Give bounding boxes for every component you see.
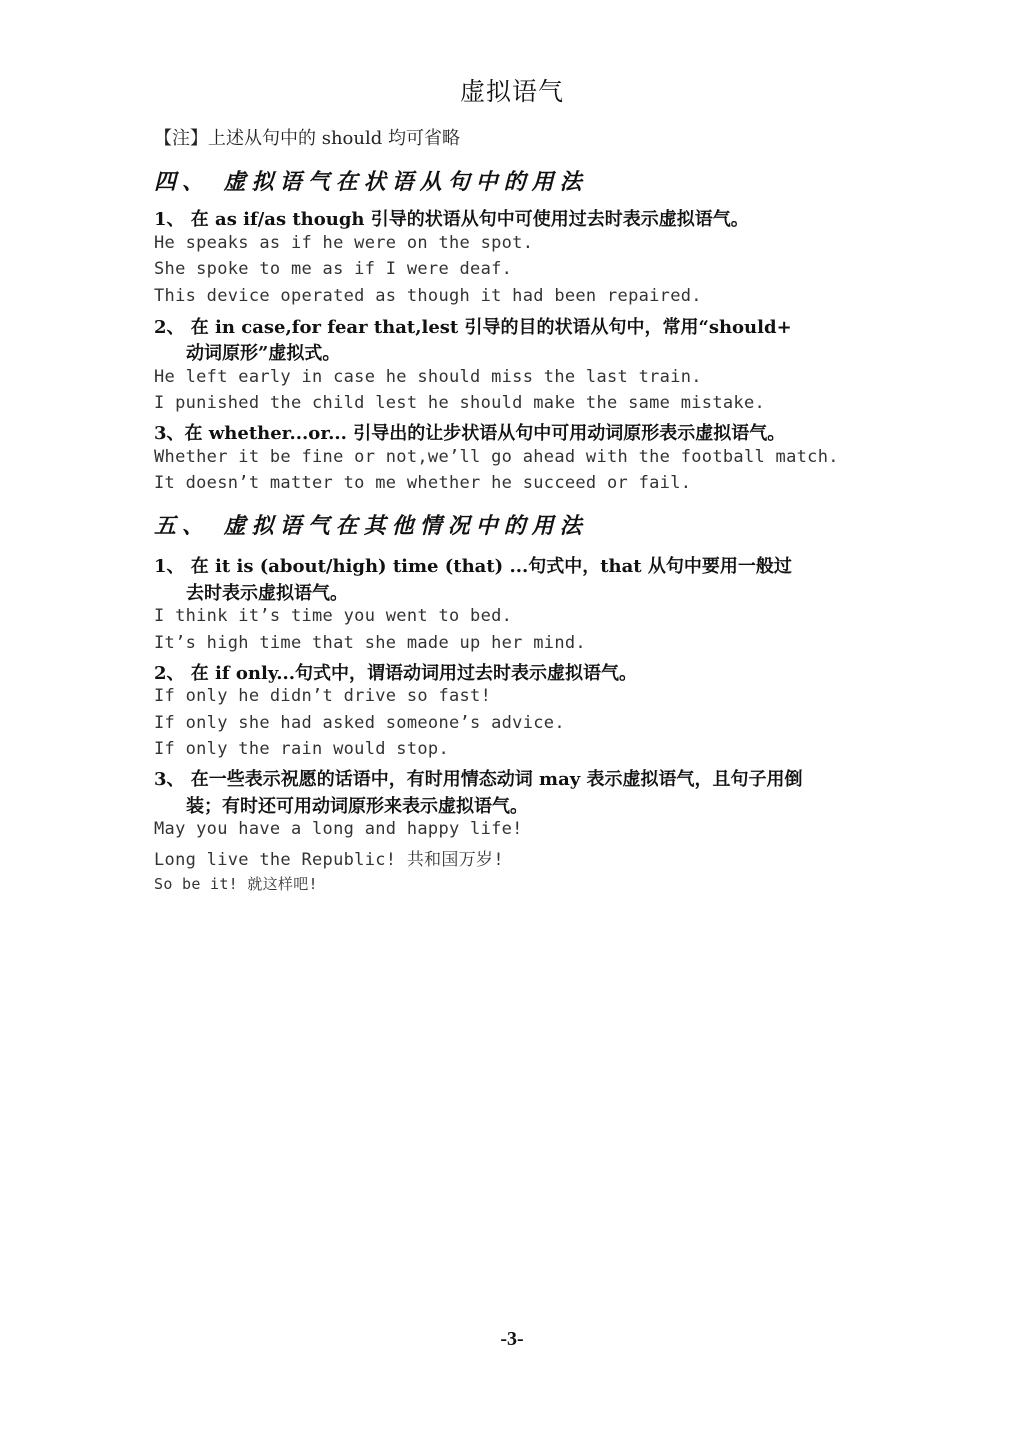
example-sentence: He speaks as if he were on the spot. [154, 233, 534, 253]
example-sentence: He left early in case he should miss the last train. [154, 367, 702, 387]
note-text: 【注】上述从句中的 should 均可省略 [154, 128, 460, 149]
example-sentence: It’s high time that she made up her mind. [154, 633, 586, 653]
section-5-rule-3: 3、 在一些表示祝愿的话语中，有时用情态动词 may 表示虚拟语气，且句子用倒 [154, 769, 803, 790]
example-sentence: If only the rain would stop. [154, 739, 449, 759]
section-5-rule-1: 1、 在 it is (about/high) time (that) ...句式中，that 从句中要用一般过 [154, 556, 792, 577]
page-title: 虚拟语气 [459, 77, 564, 106]
section-4-rule-2: 2、 在 in case,for fear that,lest 引导的目的状语从句中，常用“should+ [154, 317, 792, 338]
example-sentence: If only he didn’t drive so fast! [154, 686, 492, 706]
section-5-rule-2: 2、 在 if only...句式中，谓语动词用过去时表示虚拟语气。 [154, 663, 638, 684]
example-sentence: Whether it be fine or not,we’ll go ahead with the football match. [154, 447, 839, 467]
page-number: -3- [500, 1328, 524, 1350]
section-5-rule-1-continued: 去时表示虚拟语气。 [186, 583, 348, 604]
section-4-rule-3: 3、在 whether...or... 引导出的让步状语从句中可用动词原形表示虚拟语气。 [154, 423, 786, 444]
section-5-heading: 五、 虚拟语气在其他情况中的用法 [154, 513, 588, 539]
example-sentence: If only she had asked someone’s advice. [154, 713, 565, 733]
example-sentence: It doesn’t matter to me whether he succeed or fail. [154, 473, 692, 493]
example-sentence: I punished the child lest he should make the same mistake. [154, 393, 766, 413]
example-sentence: So be it! 就这样吧! [154, 875, 318, 893]
section-4-rule-1: 1、 在 as if/as though 引导的状语从句中可使用过去时表示虚拟语气。 [154, 209, 749, 230]
section-4-heading: 四、 虚拟语气在状语从句中的用法 [154, 169, 588, 195]
example-sentence: Long live the Republic! 共和国万岁! [154, 850, 504, 870]
example-sentence: She spoke to me as if I were deaf. [154, 259, 513, 279]
example-sentence: I think it’s time you went to bed. [154, 606, 513, 626]
example-sentence: May you have a long and happy life! [154, 819, 523, 839]
example-sentence: This device operated as though it had been repaired. [154, 286, 702, 306]
section-4-rule-2-continued: 动词原形”虚拟式。 [186, 343, 341, 364]
section-5-rule-3-continued: 装；有时还可用动词原形来表示虚拟语气。 [186, 796, 528, 817]
